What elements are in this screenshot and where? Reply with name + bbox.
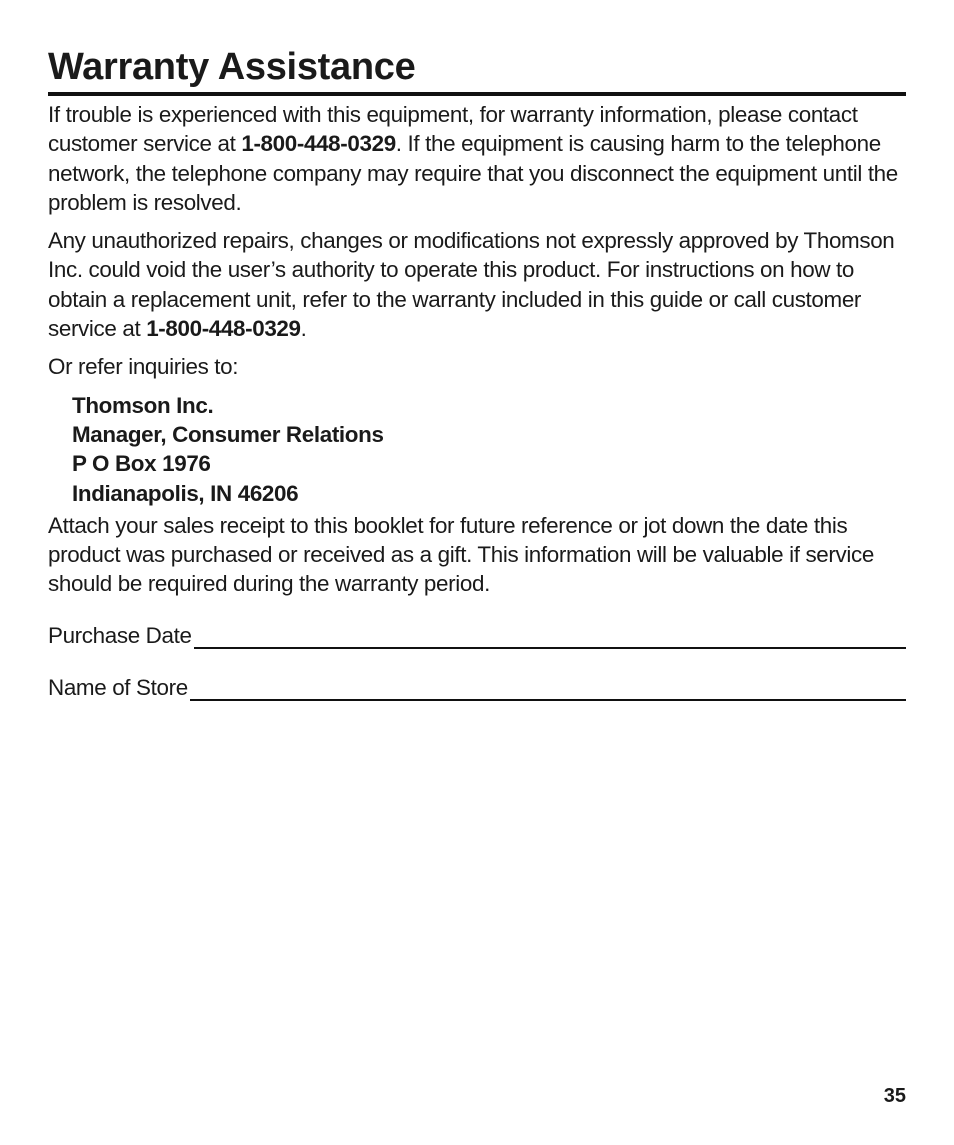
paragraph-text: . (300, 316, 307, 342)
store-name-field (48, 675, 906, 701)
store-name-label: Name of Store (48, 674, 188, 700)
warranty-contact-paragraph (48, 100, 906, 217)
inquiries-intro: Or refer inquiries to: (48, 354, 239, 380)
paragraph-text: Any unauthorized repairs, changes or modifications not expressly approved by Thomson Inc. could void the user’s authority to operate this product. For instructions on how to obtain a replacement unit, refer to the warranty included in this guide or call customer service at (48, 228, 895, 342)
customer-service-phone: 1-800-448-0329 (146, 316, 301, 342)
address-city-state-zip: Indianapolis, IN 46206 (72, 480, 299, 506)
purchase-date-blank-line (194, 625, 906, 649)
paragraph-text: . If the equipment is causing harm to the telephone network, the telephone company may require that you disconnect the equipment until the problem is resolved. (48, 131, 898, 215)
address-department: Manager, Consumer Relations (72, 421, 384, 447)
customer-service-phone: 1-800-448-0329 (241, 131, 396, 157)
purchase-date-label: Purchase Date (48, 622, 192, 648)
paragraph-text: If trouble is experienced with this equipment, for warranty information, please contact customer service at (48, 102, 858, 157)
mailing-address (48, 391, 906, 508)
page-title: Warranty Assistance (48, 44, 906, 96)
sales-receipt-paragraph: Attach your sales receipt to this booklet for future reference or jot down the date this product was purchased or received as a gift. This information will be valuable if service should be required during the warranty period. (48, 512, 874, 597)
store-name-blank-line (190, 677, 906, 701)
page-number: 35 (883, 1085, 906, 1107)
address-company: Thomson Inc. (72, 392, 214, 418)
address-po-box: P O Box 1976 (72, 451, 211, 477)
purchase-date-field (48, 623, 906, 649)
warranty-page (48, 44, 906, 701)
unauthorized-repairs-paragraph (48, 226, 906, 343)
